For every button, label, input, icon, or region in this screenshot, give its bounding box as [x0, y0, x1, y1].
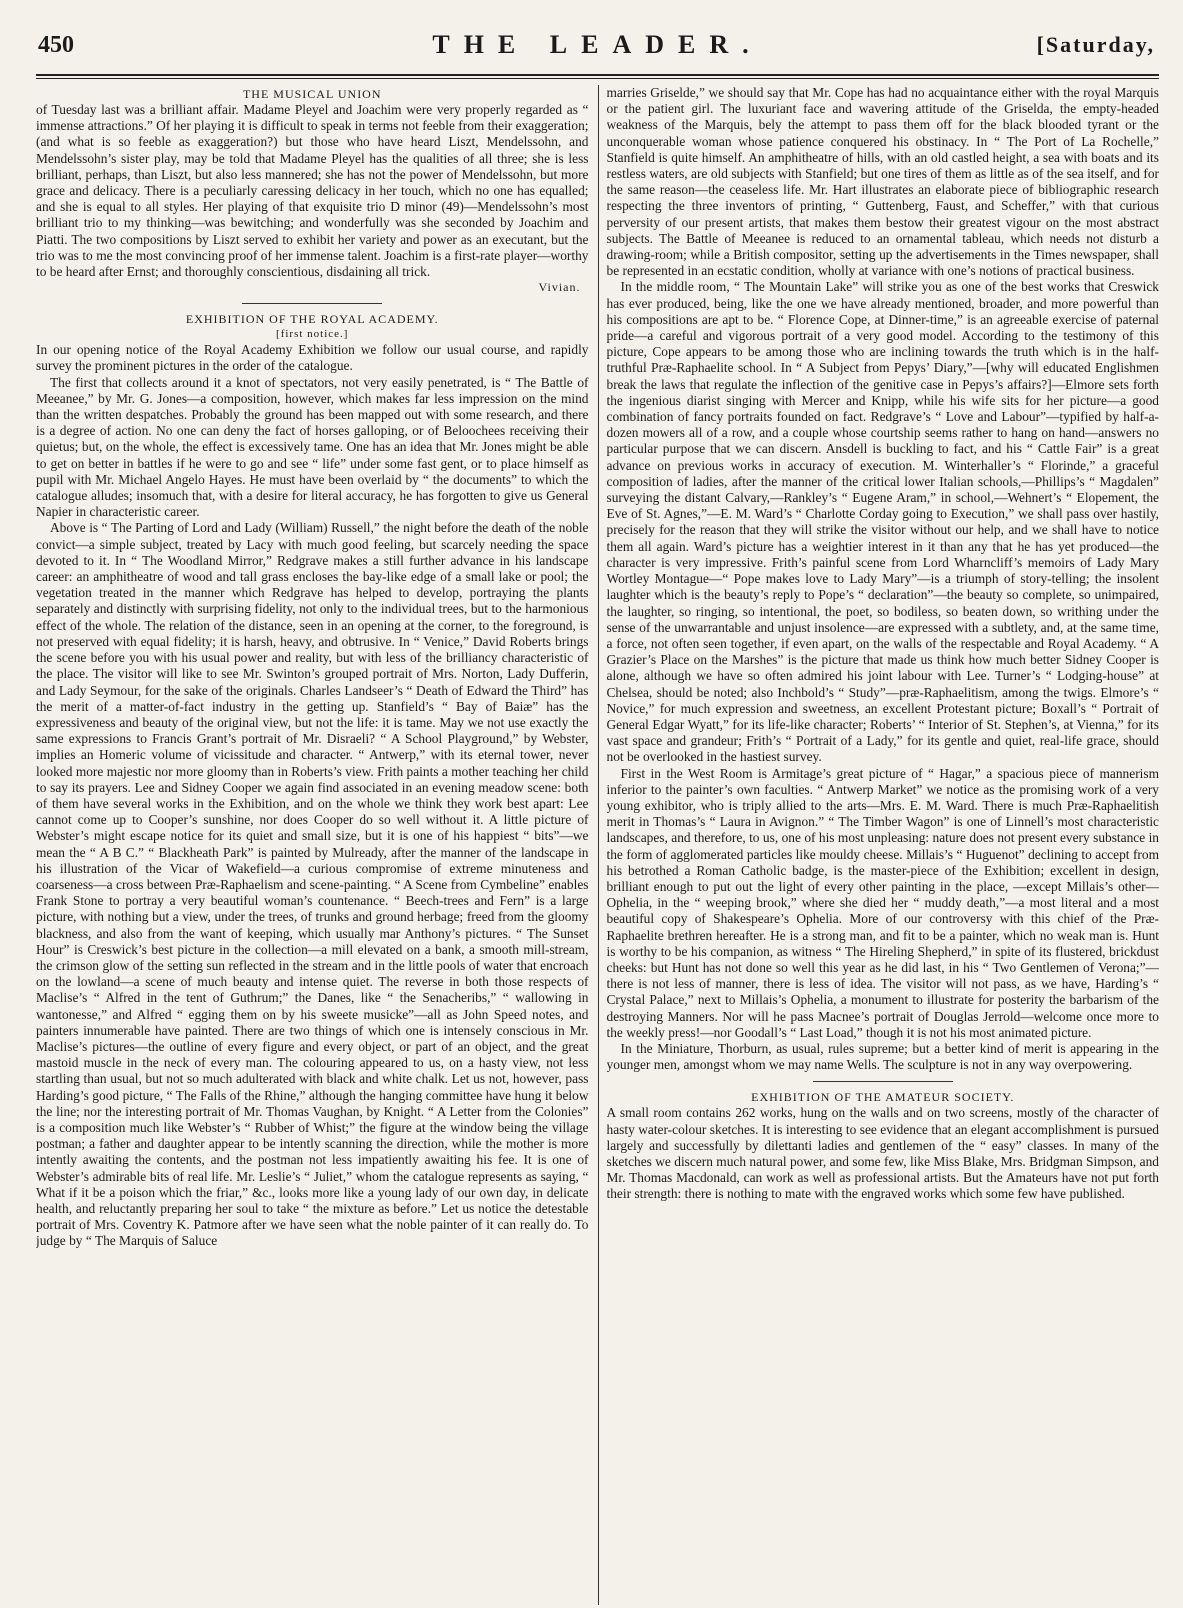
royal-academy-paragraph: Above is “ The Parting of Lord and Lady (William) Russell,” the night before the death of the noble convict—a simple subject, treated by Lacy with much good feeling, but scarcely needing the space devoted to it. In “ The Woodland Mirror,” Redgrave makes a still further advance in his landscape career: an amphitheatre of wood and tall grass encloses the bay-like edge of a small lake or pool; the vegetation treated in the manner which Redgrave has helped to develop, portraying the plants separately and distinctly with surprising fidelity, not only to the individual trees, but to the harmonious effect of the whole. The relation of the distance, seen in an opening at the corner, to the foreground, is not preserved with equal fidelity; it is harsh, heavy, and obtrusive. In “ Venice,” David Roberts brings the scene before you with his usual power and reality, but with less of the brilliancy characteristic of the place. The visitor will like to see Mr. Swinton’s grouped portrait of Mrs. Norton, Lady Dufferin, and Lady Seymour, for the sake of the originals. Charles Landseer’s “ Death of Edward the Third” has the merit of a matter-of-fact industry in the getting up. Stanfield’s “ Bay of Baiæ” has the expressiveness and beauty of the original view, but not the life: it is tame. May we not use exactly the same expressions to Francis Grant’s portrait of Mr. Disraeli? “ A School Playground,” by Webster, implies an Homeric volume of vicissitude and character. “ Antwerp,” with its eternal tower, never looked more majestic nor more gloomy than in Roberts’s view. Frith paints a mother teaching her child to say its prayers. Lee and Sidney Cooper we again find associated in an evening meadow scene: both of them have several works in the Exhibition, and on the whole we think they work best apart: Lee cannot come up to Cooper’s sunshine, nor does Cooper do so well without it. A little picture of Webster’s might escape notice for its quiet and small size, but it is one of his happiest “ bits”—we mean the “ A B C.” “ Blackheath Park” is painted by Mulready, after the manner of the landscape in his illustration of the Vicar of Wakefield—a curious compromise of extreme minuteness and coarseness—a cross between Præ-Raphaelism and scene-painting. “ A Scene from Cymbeline” enables Frank Stone to portray a very beautiful woman’s countenance. “ Beech-trees and Fern” is a large picture, with nothing but a view, under the trees, of trunks and ground herbage; freed from the gloomy blackness, and also from the want of keeping, which usually mar Anthony’s pictures. “ The Sunset Hour” is Creswick’s best picture in the collection—a mill elevated on a bank, a smooth mill-stream, the crimson glow of the setting sun reflected in the stream and in the little pools of water that encroach on the lowland—a scene of much beauty and intense quiet. The reverse in both those respects of Maclise’s “ Alfred in the tent of Guthrum;” the Danes, like “ the Senacheribs,” “ wallowing in wantonesse,” and Alfred “ egging them on by his sweete musicke”—all as John Speed notes, and painters innumerable have painted. There are two things of which one is intensely conscious in Mr. Maclise’s pictures—the outline of every figure and every object, or part of an object, and the great mastoid muscle in the neck of every man. The colouring appeared to us, on a hasty view, not less startling than usual, but not so much adulterated with black and white chalk. Let us not, however, pass Harding’s good picture, “ The Falls of the Rhine,” although the hanging committee have hung it below the line; nor the interesting portrait of Mr. Thomas Vaughan, by Knight. “ A Letter from the Colonies” is a composition much like Webster’s “ Rubber of Whist;” the figure at the window being the village postman; a father and daughter appear to be intently scanning the direction, while the mother is more intently awaiting the contents, and the postman not less impatiently awaiting his fee. It is one of Webster’s admirable bits of real life. Mr. Leslie’s “ Juliet,” whom the catalogue represents as saying, “ What if it be a poison which the friar,” &c., looks more like a young lady of our own day, in delicate health, and reluctantly preparing her soul to take “ the mixture as before.” Let us notice the detestable portrait of Mrs. Coventry K. Patmore after we have seen what the noble painter of it can really do. To judge by “ The Marquis of Saluce — [36, 520, 589, 1249]
section-rule — [242, 303, 382, 304]
musical-union-paragraph: of Tuesday last was a brilliant affair. Madame Pleyel and Joachim were very properly regarded as “ immense attractions.” Of her playing it is difficult to speak in terms not feeble from their exaggeration; (and what is so feeble as exaggeration?) but those who have heard Liszt, Mendelssohn, and Mendelssohn’s sister play, may be told that Madame Pleyel has the qualities of all three; she is less brilliant, perhaps, than Liszt, but also less mannered; she has not the power of Mendelssohn, but more grace and delicacy. There is a peculiarly caressing delicacy in her touch, which no one has equalled; and she is equal to all styles. Her playing of that exquisite trio D minor (49)—Mendelssohn’s most brilliant trio to my thinking—was bewitching; and wonderfully was she seconded by Joachim and Piatti. The two compositions by Liszt served to exhibit her variety and power as an executant, but the trio was to me the most convincing proof of her immense talent. Joachim is a first-rate player—worthy to be heard after Ernst; and thoroughly conscientious, disdaining all trick. — [36, 102, 589, 280]
article-columns — [36, 85, 1159, 1605]
right-column — [607, 85, 1160, 1605]
column-divider — [598, 85, 599, 1605]
royal-academy-heading: EXHIBITION OF THE ROYAL ACADEMY. — [185, 312, 439, 327]
issue-day: [Saturday, — [1036, 32, 1155, 57]
newspaper-title: THE LEADER. — [432, 30, 763, 59]
musical-union-heading: THE MUSICAL UNION — [242, 87, 382, 101]
amateur-society-paragraph: A small room contains 262 works, hung on the walls and on two screens, mostly of the character of hasty water-colour sketches. It is interesting to see evidence that an elegant accomplishment is pursued largely and successfully by dilettanti ladies and gentlemen of the “ easy” classes. In many of the sketches we discern much natural power, and some few, like Miss Blake, Mrs. Bridgman Simpson, and Mr. Thomas Macdonald, can work as well as professional artists. But the Amateurs have not put forth their strength: there is nothing to mate with the engraved works which some few have published. — [606, 1105, 1159, 1202]
amateur-society-heading: EXHIBITION OF THE AMATEUR SOCIETY. — [751, 1090, 1015, 1105]
middle-room-paragraph: In the middle room, “ The Mountain Lake” will strike you as one of the best works that Creswick has ever produced, being, like the one we have already mentioned, broader, and more powerful than his compositions are apt to be. “ Florence Cope, at Dinner-time,” is an agreeable exercise of paternal pride—a careful and vigorous portrait of a very good model. According to the testimony of this picture, Cope appears to be among those who are inclining towards the truth which is in the half-truthful Præ-Raphaelite school. In “ A Subject from Pepys’ Diary,”—[why will educated Englishmen break the laws that regulate the inflection of the genitive case in Pepys’s affairs?]—Elmore sets forth the ingenious diarist singing with Mercer and Knipp, while his wife sits for her picture—a good combination of fancy portraits founded on fact. Redgrave’s “ Love and Labour”—typified by half-a-dozen mowers all of a row, and a couple whose courtship seems rather to hang on hand—answers no particular purpose that we can discern. Ansdell is buckling to fact, and his “ Cattle Fair” is a great advance on previous works in accuracy of execution. M. Winterhaller’s “ Florinde,” a graceful composition of ladies, after the manner of the critical lower Italian schools,—Phillips’s “ Magdalen” surveying the distant Calvary,—Rankley’s “ Eugene Aram,” in school,—Wehnert’s “ Elopement, the Eve of St. Agnes,”—E. M. Ward’s “ Charlotte Corday going to Execution,” we shall pass over hastily, precisely for the reason that they will strike the visitor without our help, and we shall have to notice them all again. Ward’s picture has a weightier interest in it than any that he has yet produced—the character is very impressive. Frith’s painful scene from Lord Wharncliff’s memoirs of Lady Mary Wortley Montague—“ Pope makes love to Lady Mary”—is a triumph of story-telling; the insolent laughter which is the beauty’s reply to Pope’s “ declaration”—the beauty so complete, so unimpaired, the laughter, so ringing, so intentional, the poet, so bodiless, so beaten down, so writhing under the sense of the unwarrantable and unjust insolence—are expressed with a subtlety, and, at the same time, a force, not often seen together, if even apart, on the walls of the respectable and Royal Academy. “ A Grazier’s Place on the Marshes” is the picture that made us think how much better Sidney Cooper is alone, although we have so often admired his joint labour with Lee. Turner’s “ Lodging-house” at Chelsea, should be noted; also Inchbold’s “ Study”—præ-Raphaelitism, among the twigs. Elmore’s “ Novice,” for much expression and sweetness, an excellent Protestant picture; Boxall’s “ Portrait of General Edgar Wyatt,” for its life-like character; Roberts’ “ Interior of St. Stephen’s, at Vienna,” for its vast space and grandeur; Frith’s “ Portrait of a Lady,” for its gentle and quiet, real-life grace, should not be overlooked in the hastiest survey. — [606, 279, 1159, 765]
left-column — [36, 85, 589, 1605]
royal-academy-subheading: [first notice.] — [276, 328, 349, 341]
miniature-paragraph: In the Miniature, Thorburn, as usual, rules supreme; but a better kind of merit is appearing in the younger men, amongst whom we may name Wells. The sculpture is not in any way overpowering. — [606, 1040, 1159, 1073]
royal-academy-paragraph: The first that collects around it a knot of spectators, not very easily penetrated, is “ The Battle of Meeanee,” by Mr. G. Jones—a composition, however, which makes far less impression on the mind than the written despatches. Probably the ground has been mapped out with some research, and there is a degree of action. No one can deny the fact of horses galloping, or of Beloochees receiving their quietus; but, on the whole, the effect is excessively tame. One has an idea that Mr. Jones might be able to get on better in battles if he were to go and see “ life” under some fast gent, or to place himself as pupil with Mr. Michael Angelo Hayes. He must have been overlaid by “ the documents” to which the catalogue alludes; insomuch that, with a desire for literal accuracy, he has forgotten to give us General Napier in characteristic career. — [36, 374, 589, 520]
author-signature: Vivian. — [538, 280, 581, 295]
royal-academy-paragraph: In our opening notice of the Royal Academy Exhibition we follow our usual course, and rapidly survey the prominent pictures in the order of the catalogue. — [36, 342, 589, 374]
masthead — [36, 28, 1159, 68]
page-number: 450 — [38, 32, 74, 58]
west-room-paragraph: First in the West Room is Armitage’s great picture of “ Hagar,” a spacious piece of mannerism inferior to the painter’s own faculties. “ Antwerp Market” we notice as the promising work of a very young exhibitor, who is triply allied to the arts—Mrs. E. M. Ward. There is much Præ-Raphaelitish merit in Thomas’s “ Laura in Avignon.” “ The Timber Wagon” is one of Linnell’s most characteristic landscapes, and therefore, to us, one of his most unpleasing: nature does not present every substance in the form of agglomerated particles like mouldy cheese. Millais’s “ Huguenot” declining to accept from his betrothed a Roman Catholic badge, is the master-piece of the Exhibition; excellent in design, brilliant enough to put out the light of every other painting in the place, —except Millais’s other—Ophelia, in the “ weeping brook,” where she died her “ muddy death,”—a most literal and a most beautiful copy of Shakespeare’s Ophelia. More of our controversy with this chief of the Præ-Raphaelite brethren hereafter. He is a strong man, and fit to be a painter, which no weak man is. Hunt is worthy to be his companion, as witness “ The Hireling Shepherd,” in spite of its flustered, brickdust cheeks: but Hunt has not done so well this year as he did last, in his “ Two Gentlemen of Verona;”—there is not less of manner, there is less of idea. The visitor will not pass, as we have, Harding’s “ Crystal Palace,” next to Millais’s Ophelia, a monument to illustrate for posterity the barbarism of the destroying Manners. Nor will he pass Macnee’s portrait of Douglas Jerrold—welcome once more to the weekly press!—nor Goodall’s “ Last Load,” though it is not his most animated picture. — [606, 765, 1159, 1040]
section-rule — [813, 1081, 953, 1082]
masthead-rule — [36, 74, 1159, 79]
royal-academy-continued-paragraph: marries Griselde,” we should say that Mr. Cope has had no acquaintance either with the royal Marquis or the patient girl. The luxuriant face and wavering attitude of the Griselda, the empty-headed weakness of the Marquis, bely the attempt to pass them off for the black blooded tyrant or the unconquerable woman whose patience conquered his obstinacy. In “ The Port of La Rochelle,” Stanfield is quite himself. An amphitheatre of hills, with an old castled height, a sea with boats and its restless waters, are old subjects with Stanfield; but one tires of them as little as of the sea itself, and for the same reason—the ceaseless life. Mr. Hart illustrates an elaborate piece of bibliographic research respecting the three inventors of printing, “ Guttenberg, Faust, and Scheffer,” with that curious perversity of our present artists, that makes them bestow their greatest vigour on the most abstract subjects. The Battle of Meeanee is reduced to an ornamental tableau, which needs not disturb a drawing-room; while a British compositor, setting up the advertisements in the Times newspaper, shall be represented in an ecstatic condition, wholly at variance with one’s notions of practical business. — [606, 85, 1159, 279]
